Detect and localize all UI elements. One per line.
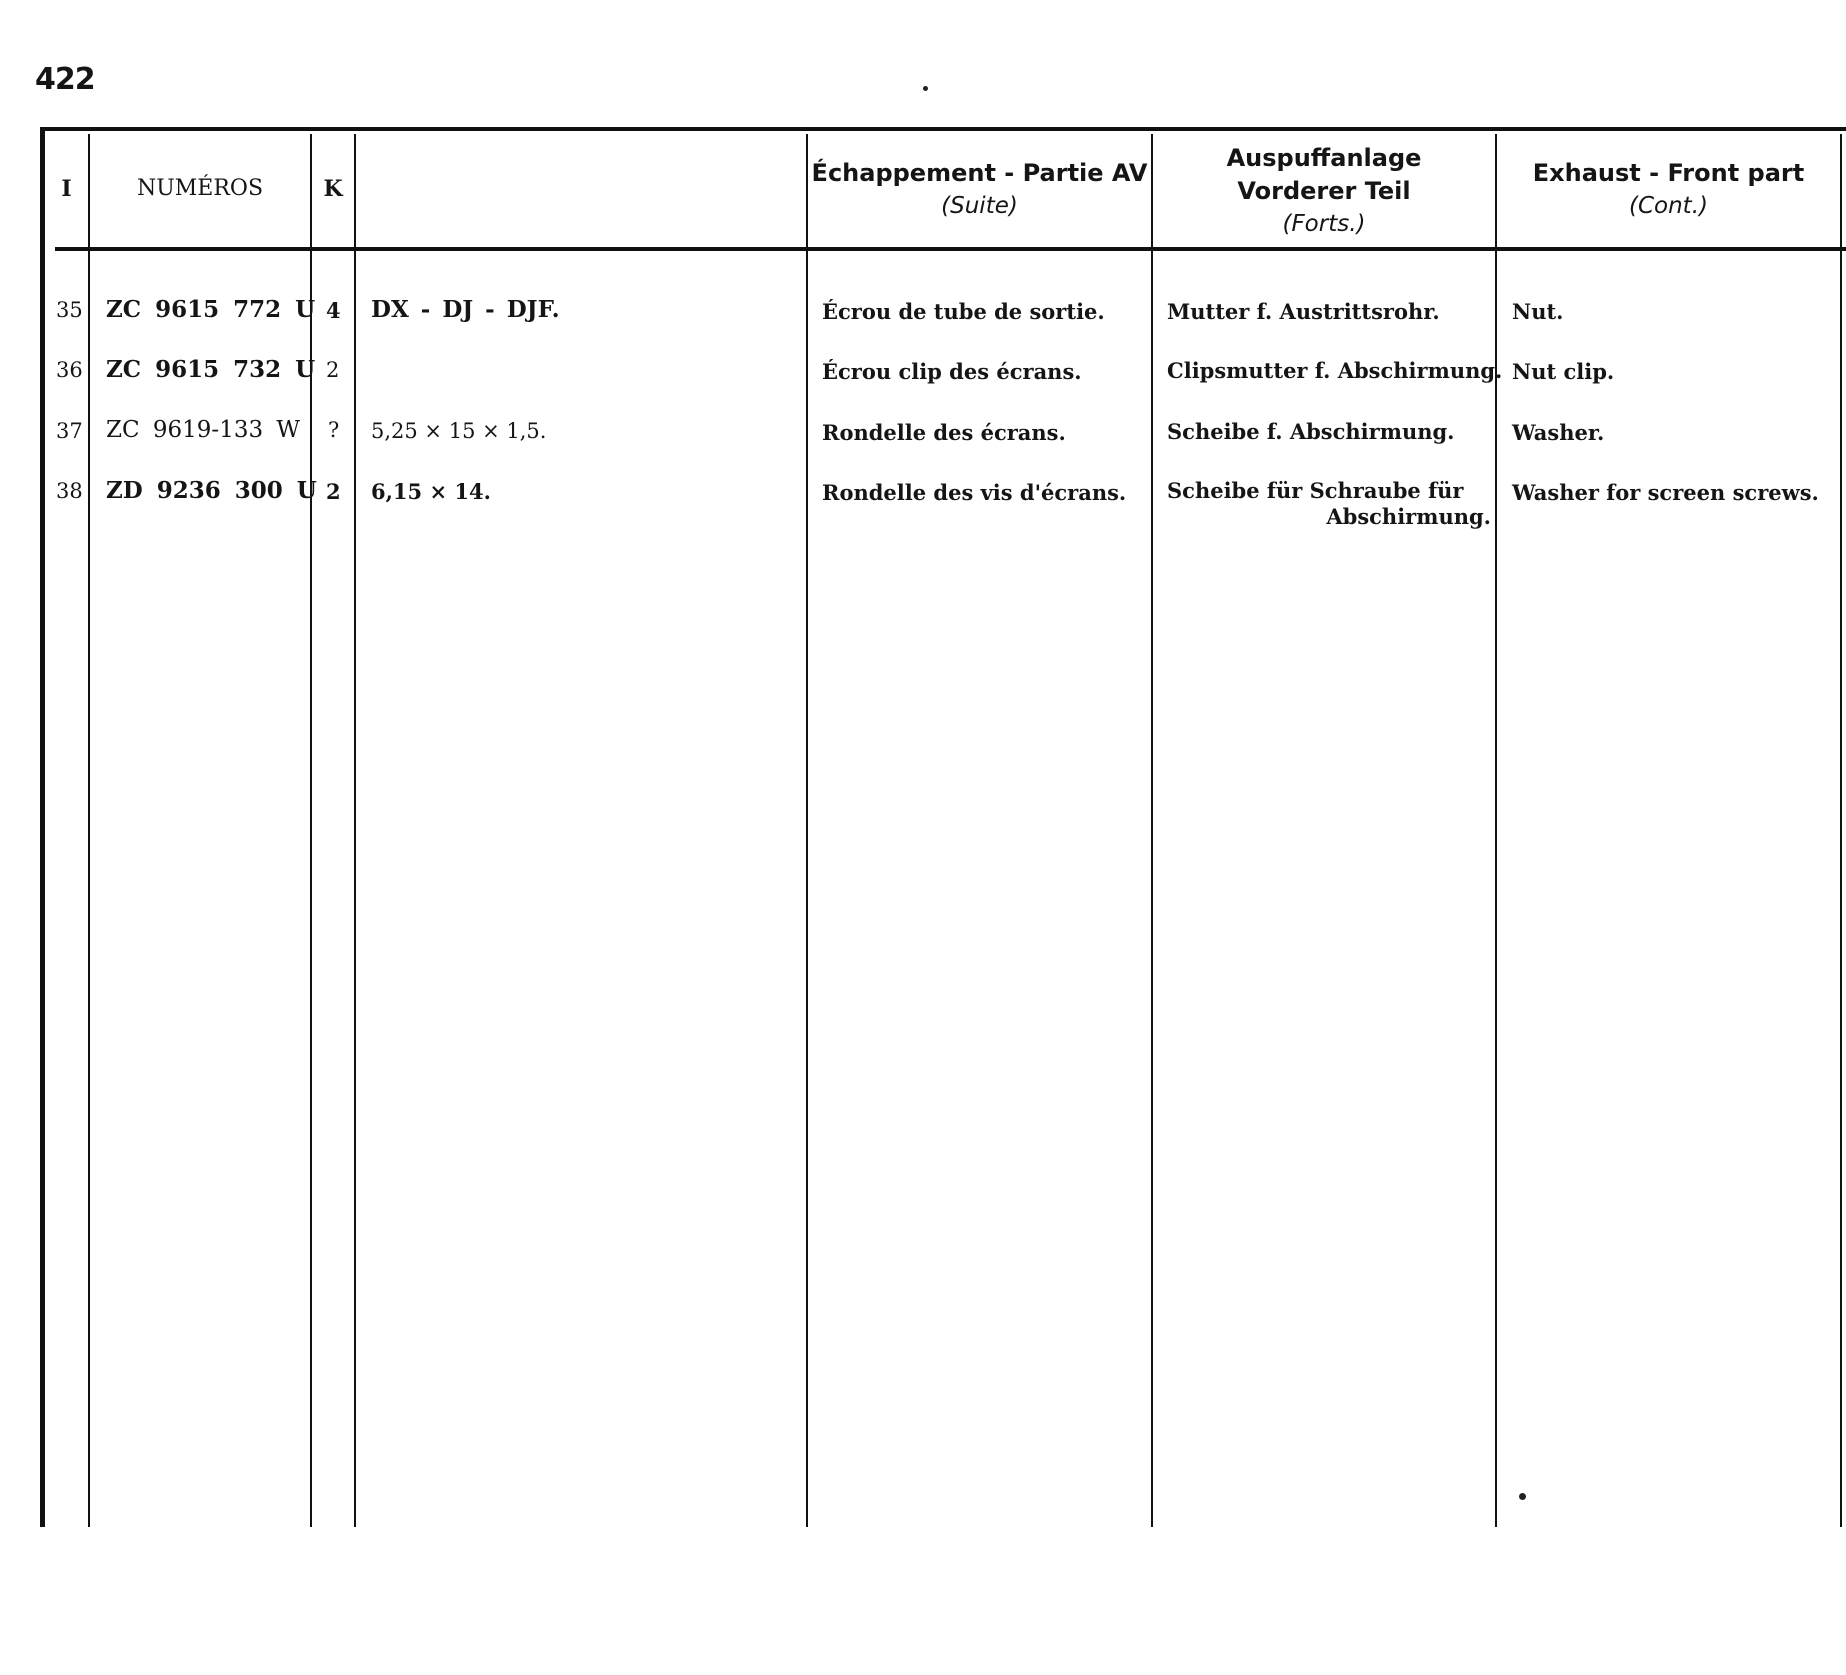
row-french: Écrou de tube de sortie. <box>822 299 1105 324</box>
header-index: I <box>61 176 72 202</box>
row-french: Rondelle des écrans. <box>822 420 1066 445</box>
row-k: ? <box>328 418 340 442</box>
row-index: 37 <box>56 419 83 443</box>
header-numbers: NUMÉROS <box>136 176 264 201</box>
header-german-title-1: Auspuffanlage <box>1226 144 1422 172</box>
row-part-number: ZC 9619-133 W <box>106 417 301 443</box>
row-french: Rondelle des vis d'écrans. <box>822 480 1127 505</box>
header-french-sub: (Suite) <box>941 193 1018 219</box>
row-part-number: ZC 9615 772 U <box>106 296 316 323</box>
row-k: 2 <box>326 479 341 504</box>
row-english: Nut. <box>1512 299 1564 324</box>
scan-speck <box>1519 1493 1526 1500</box>
header-german-title-2: Vorderer Teil <box>1237 177 1411 205</box>
table-left-border <box>40 127 45 1527</box>
column-divider-spec <box>806 134 808 1527</box>
row-part-number: ZC 9615 732 U <box>106 356 316 383</box>
header-english <box>1497 157 1840 223</box>
page-number: 422 <box>35 62 95 97</box>
header-german-sub: (Forts.) <box>1282 211 1366 237</box>
row-index: 36 <box>56 358 83 382</box>
table-right-border <box>1840 134 1842 1527</box>
header-bottom-rule <box>55 247 1846 251</box>
header-k: K <box>323 176 343 202</box>
row-index: 38 <box>56 479 83 503</box>
column-divider-index <box>88 134 90 1527</box>
row-spec: 5,25 × 15 × 1,5. <box>371 419 547 443</box>
header-german <box>1153 142 1495 241</box>
header-french-title: Échappement - Partie AV <box>811 159 1148 187</box>
row-french: Écrou clip des écrans. <box>822 359 1082 384</box>
row-k: 4 <box>326 298 341 323</box>
column-divider-k <box>354 134 356 1527</box>
row-english: Washer. <box>1512 420 1605 445</box>
header-english-title: Exhaust - Front part <box>1532 159 1805 187</box>
row-english: Washer for screen screws. <box>1512 480 1819 505</box>
row-spec: DX - DJ - DJF. <box>371 296 560 323</box>
row-english: Nut clip. <box>1512 359 1615 384</box>
row-part-number: ZD 9236 300 U <box>106 477 317 504</box>
row-spec: 6,15 × 14. <box>371 479 491 504</box>
scan-speck <box>923 86 928 91</box>
header-french <box>808 157 1151 223</box>
column-divider-fr <box>1151 134 1153 1527</box>
column-divider-numbers <box>310 134 312 1527</box>
row-k: 2 <box>326 358 340 382</box>
row-german: Clipsmutter f. Abschirmung. <box>1167 358 1503 383</box>
header-english-sub: (Cont.) <box>1629 193 1708 219</box>
column-divider-de <box>1495 134 1497 1527</box>
row-german: Mutter f. Austrittsrohr. <box>1167 299 1440 324</box>
table-top-rule <box>40 127 1846 131</box>
row-german-line2: Abschirmung. <box>1326 504 1491 529</box>
row-index: 35 <box>56 298 83 322</box>
row-german: Scheibe f. Abschirmung. <box>1167 419 1455 444</box>
row-german: Scheibe für Schraube für <box>1167 478 1464 503</box>
